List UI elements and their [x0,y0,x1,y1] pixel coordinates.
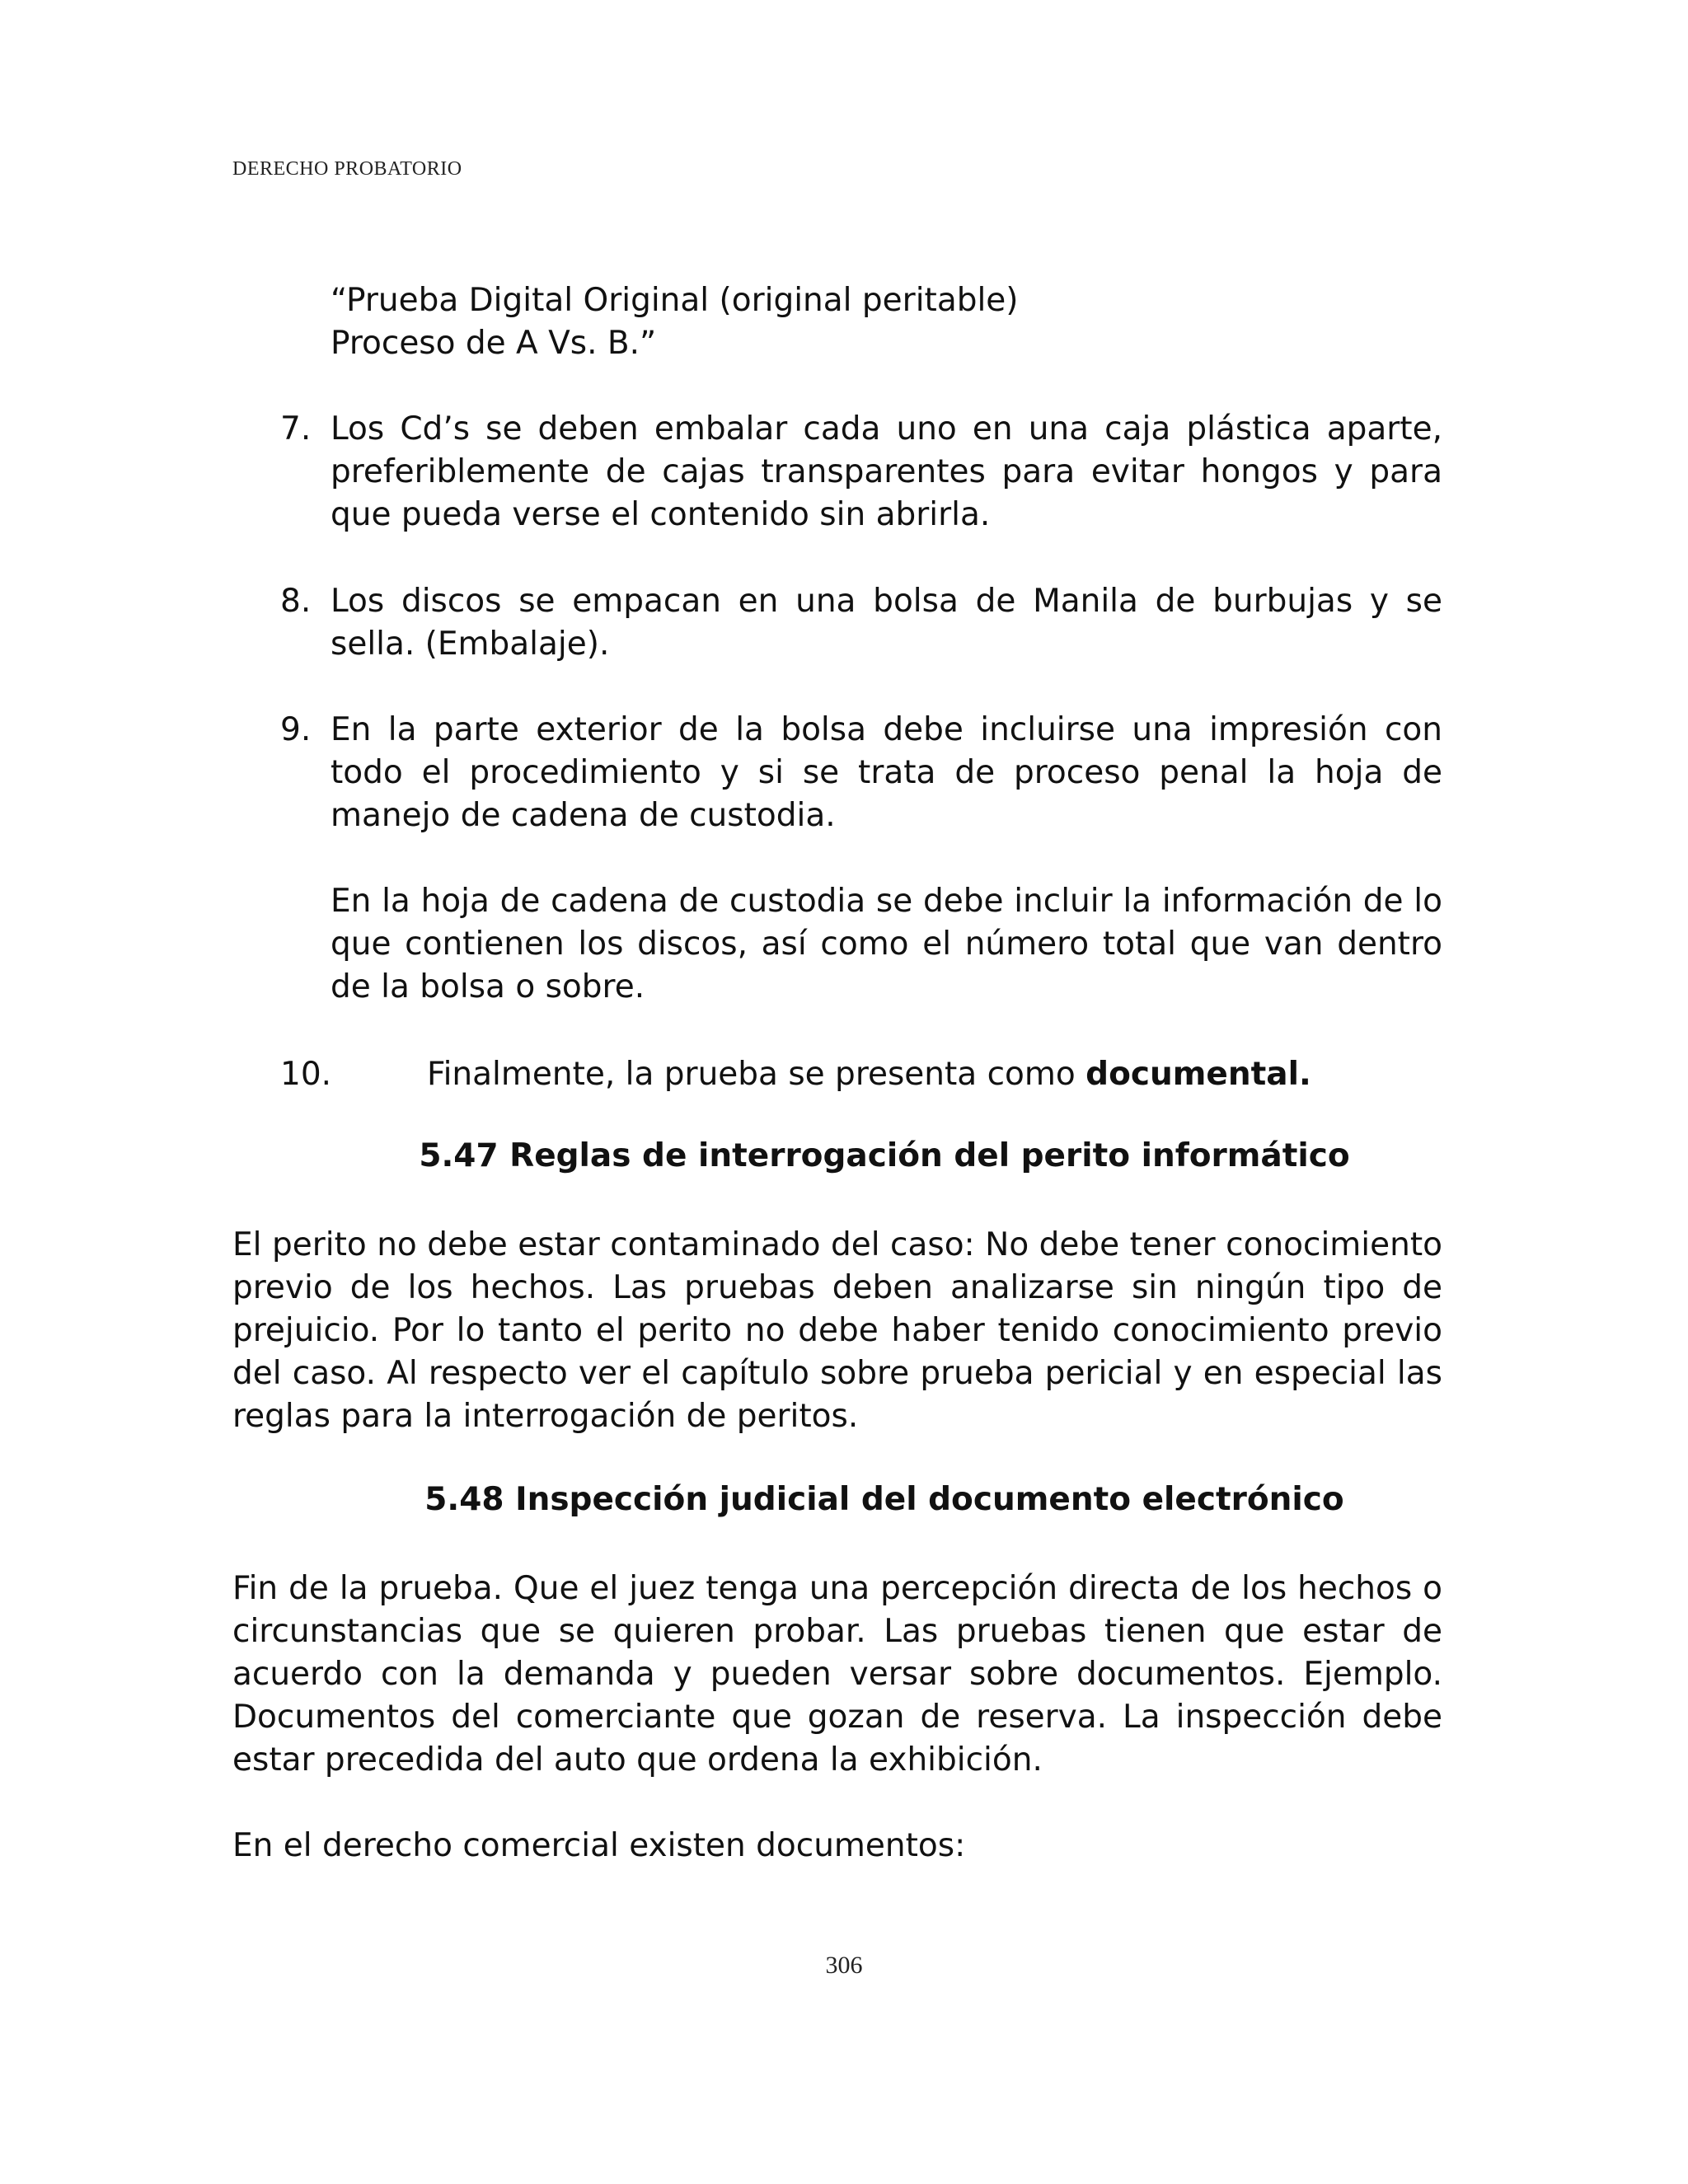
paragraph-perito: El perito no debe estar contaminado del caso: No debe tener conocimiento previo de los hechos. Las pruebas deben analizarse sin ningún tipo de prejuicio. Por lo tanto el perito no debe haber tenido conocimiento previo del caso. Al respecto ver el capítulo sobre prueba pericial y en especial las reglas para la interrogación de peritos. [232,1226,1442,1435]
list-item-8 [280,580,1442,666]
quoted-label [331,279,1443,365]
list-number: 7. [280,410,312,448]
list-text-continuation: En la hoja de cadena de custodia se debe incluir la información de lo que contienen los discos, así como el número total que van dentro de la bolsa o sobre. [331,883,1442,1005]
list-text-bold: documental. [1085,1056,1311,1093]
list-number: 8. [280,583,312,620]
section-heading-5-47 [0,1137,1688,1174]
heading-text: 5.48 Inspección judicial del documento electrónico [424,1481,1344,1518]
list-number: 10. [280,1056,332,1093]
list-number: 9. [280,711,312,748]
list-text: Los Cd’s se deben embalar cada uno en una caja plástica aparte, preferiblemente de cajas transparentes para evitar hongos y para que pueda verse el contenido sin abrirla. [331,410,1442,533]
list-text: Los discos se empacan en una bolsa de Manila de burbujas y se sella. (Embalaje). [331,583,1442,663]
section-heading-5-48 [0,1481,1688,1518]
page-number: 306 [825,1952,863,1979]
list-item-9 [280,709,1442,1009]
paragraph-derecho-comercial: En el derecho comercial existen documentos: [232,1827,966,1864]
running-header: DERECHO PROBATORIO [232,158,462,180]
paragraph-inspeccion: Fin de la prueba. Que el juez tenga una percepción directa de los hechos o circunstancias que se quieren probar. Las pruebas tienen que estar de acuerdo con la demanda y pueden versar sobre documentos. Ejemplo. Documentos del comerciante que gozan de reserva. La inspección debe estar precedida del auto que ordena la exhibición. [232,1570,1442,1779]
list-text-plain: Finalmente, la prueba se presenta como [427,1056,1086,1093]
heading-text: 5.47 Reglas de interrogación del perito informático [419,1137,1350,1174]
list-item-7 [280,408,1442,537]
list-text [427,1053,1442,1096]
quote-line-1: “Prueba Digital Original (original peritable) [331,282,1019,319]
quote-line-2: Proceso de A Vs. B.” [331,325,657,362]
list-text: En la parte exterior de la bolsa debe incluirse una impresión con todo el procedimiento y si se trata de proceso penal la hoja de manejo de cadena de custodia. [331,711,1442,834]
list-item-10 [280,1053,1442,1096]
